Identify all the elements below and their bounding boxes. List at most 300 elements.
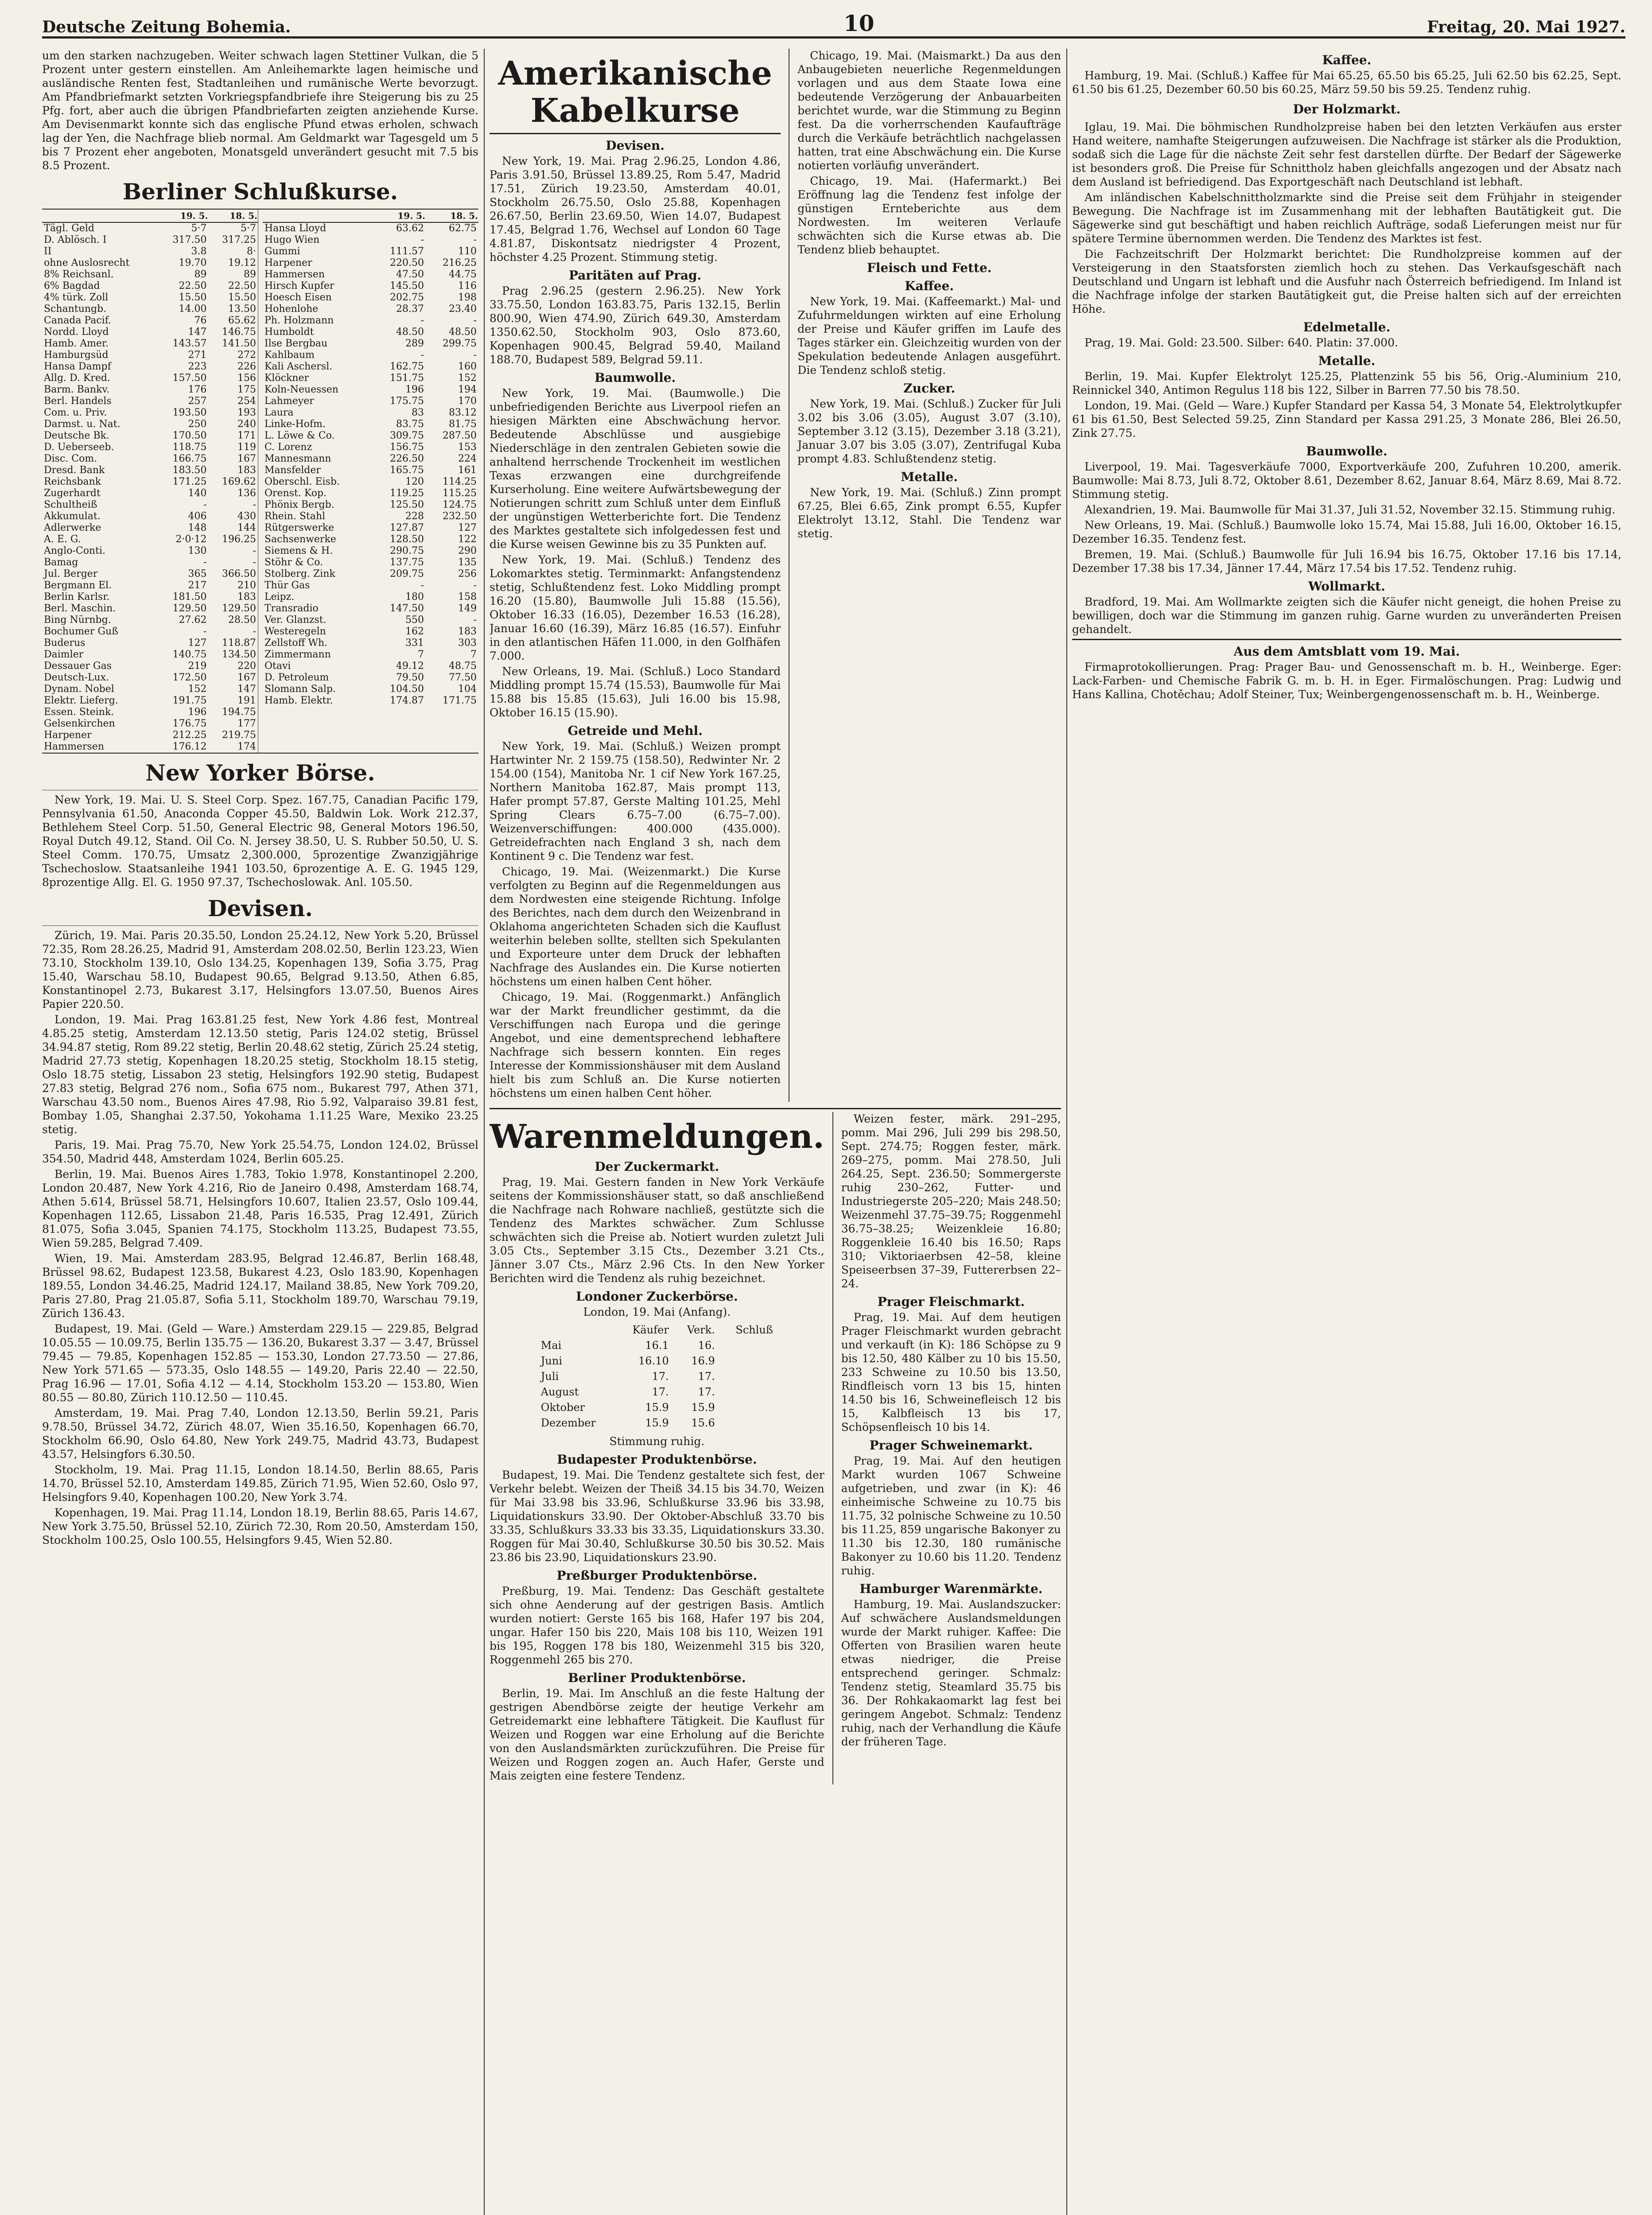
- month-label: Juni: [540, 1355, 563, 1367]
- kurs-row: [42, 465, 258, 476]
- security-name: Hammersen: [264, 269, 325, 280]
- security-name: Bing Nürnbg.: [44, 614, 111, 626]
- kurs-row: [42, 661, 258, 672]
- month-label: Oktober: [540, 1401, 585, 1414]
- security-price: 196.25: [222, 534, 256, 545]
- security-price: 83.12: [449, 407, 477, 418]
- getreide-subtitle: Getreide und Mehl.: [568, 723, 703, 738]
- security-price: 136: [237, 488, 256, 499]
- kaffee-subtitle: Kaffee.: [905, 279, 954, 293]
- security-price: 194: [458, 384, 477, 395]
- security-name: Dessauer Gas: [44, 661, 112, 672]
- security-price: 169.62: [222, 476, 256, 487]
- london-zucker-note: Stimmung ruhig.: [609, 1435, 705, 1448]
- col-header: 18. 5.: [209, 210, 258, 222]
- security-price: 147: [188, 326, 207, 338]
- security-price: 240: [237, 419, 256, 430]
- security-price: 226.50: [390, 453, 424, 464]
- security-name: Laura: [264, 407, 294, 418]
- kurs-row: [42, 707, 258, 718]
- security-name: Leipz.: [264, 591, 295, 602]
- security-price: 303: [458, 637, 477, 649]
- london-zucker-row: [536, 1400, 777, 1415]
- kurs-row: [42, 499, 258, 511]
- kurs-row: [42, 396, 258, 407]
- security-name: Bochumer Guß: [44, 626, 118, 637]
- kurs-row: [263, 419, 478, 430]
- security-price: 7: [470, 649, 477, 660]
- kurs-row: [42, 684, 258, 695]
- london-zucker-date: London, 19. Mai (Anfang).: [583, 1306, 731, 1318]
- devisen-entry: Paris, 19. Mai. Prag 75.70, New York 25.54.75, London 124.02, Brüssel 354.50, Madrid 448, Amsterdam 1024, Berlin 605.25.: [42, 1139, 478, 1165]
- security-price: 129.50: [222, 603, 256, 614]
- security-name: Ilse Bergbau: [264, 338, 328, 349]
- price-cell: 17.: [652, 1370, 669, 1383]
- kurs-row: [42, 741, 258, 753]
- price-cell: 16.10: [638, 1355, 669, 1367]
- kurs-row: [42, 511, 258, 522]
- security-price: 177: [237, 718, 256, 729]
- security-price: 81.75: [449, 419, 477, 430]
- security-price: 317.50: [172, 234, 207, 245]
- page-number: 10: [843, 10, 875, 36]
- security-price: 5·7: [191, 223, 207, 234]
- month-label: Dezember: [540, 1417, 596, 1429]
- kurs-row: [42, 626, 258, 637]
- kurs-row: [42, 649, 258, 661]
- security-price: 183.50: [172, 465, 207, 476]
- security-price: -: [473, 315, 477, 326]
- chicago-hafer-text: Chicago, 19. Mai. (Hafermarkt.) Bei Eröffnung lag die Tendenz fest infolge der günstigen Ernteberichte aus dem Nordwesten. Im weiteren Verlaufe schwächten sich die Kurse etwas ab. Die Tendenz blieb behauptet.: [797, 175, 1061, 256]
- security-name: Hamb. Amer.: [44, 338, 109, 349]
- security-price: 62.75: [449, 223, 477, 234]
- metalle-subtitle: Metalle.: [901, 470, 958, 484]
- security-name: 4% türk. Zoll: [44, 292, 109, 303]
- security-name: Phönix Bergb.: [264, 499, 334, 510]
- new-orleans-text: New Orleans, 19. Mai. (Schluß.) Baumwolle loko 15.74, Mai 15.88, Juli 16.00, Oktober 16.15, Dezember 16.35. Tendenz fest.: [1072, 519, 1621, 545]
- security-price: 19.70: [179, 257, 207, 268]
- security-name: Hugo Wien: [264, 234, 320, 245]
- kurs-row: [42, 361, 258, 373]
- london-zucker-row: [536, 1338, 777, 1353]
- security-price: 28.50: [228, 614, 256, 626]
- kurs-row: [263, 499, 478, 511]
- col-header: 18. 5.: [426, 210, 478, 222]
- security-price: 176: [188, 384, 207, 395]
- kurs-row: [263, 269, 478, 280]
- berlin-schlusskurse-title: Berliner Schlußkurse.: [122, 179, 398, 205]
- kurs-row: [263, 303, 478, 315]
- kurs-row: [42, 257, 258, 269]
- security-name: Elektr. Lieferg.: [44, 695, 118, 706]
- security-price: 147: [237, 684, 256, 695]
- security-price: 147.50: [390, 603, 424, 614]
- security-price: 162.75: [390, 361, 424, 372]
- price-cell: 17.: [698, 1370, 715, 1383]
- zucker-text: New York, 19. Mai. (Schluß.) Zucker für Juli 3.02 bis 3.06 (3.05), August 3.07 (3.10), September 3.12 (3.15), Dezember 3.18 (3.21), Januar 3.07 bis 3.05 (3.07), Zentrifugal Kuba prompt 4.83. Schlußtendenz stetig.: [797, 397, 1061, 465]
- getreide-text-3: Chicago, 19. Mai. (Roggenmarkt.) Anfänglich war der Markt freundlicher gestimmt, da die Verschiffungen nach Europa und die geringe Angebot, und eine dementsprechend lebhaftere Nachfrage sich bessern konnten. Ein reges Interesse der Kommissionshäuser mit dem Ausland hielt bis zum Schluß an. Die Kurse notierten höchstens um einen halben Cent höher.: [490, 991, 781, 1100]
- devisen-entry: Wien, 19. Mai. Amsterdam 283.95, Belgrad 12.46.87, Berlin 168.48, Brüssel 98.62, Budapest 123.58, Bukarest 4.23, Oslo 183.90, Kopenhagen 189.55, London 34.46.25, Madrid 124.17, Mailand 38.85, New York 709.20, Paris 27.80, Prag 21.05.87, Sofia 5.11, Stockholm 189.70, Warschau 79.19, Zürich 136.43.: [42, 1252, 478, 1320]
- security-price: 196: [188, 707, 207, 718]
- security-name: Klöckner: [264, 373, 309, 384]
- security-price: 8·: [247, 246, 256, 257]
- kurs-row: [263, 672, 478, 684]
- security-name: Reichsbank: [44, 476, 101, 487]
- metalle-text-2: London, 19. Mai. (Geld — Ware.) Kupfer Standard per Kassa 54, 3 Monate 54, Elektrolytkupfer 61 bis 61.50, Best Selected 59.25, Zinn Standard per Kassa 291.25, 3 Monate 286, Blei 26.50, Zink 27.75.: [1072, 399, 1621, 439]
- column-1: [42, 49, 478, 2215]
- kurs-row: [263, 442, 478, 453]
- security-price: 309.75: [390, 430, 424, 441]
- devisen-entry: London, 19. Mai. Prag 163.81.25 fest, New York 4.86 fest, Montreal 4.85.25 stetig, Amsterdam 12.13.50 stetig, Paris 124.02 stetig, Brüssel 34.94.87 stetig, Rom 89.22 stetig, Berlin 20.48.62 stetig, Zürich 25.24 stetig, Madrid 27.73 stetig, Kopenhagen 18.20.25 stetig, Stockholm 18.15 stetig, Oslo 18.75 stetig, Lissabon 23 stetig, Helsingfors 192.90 stetig, Budapest 27.83 stetig, Belgrad 276 nom., Sofia 675 nom., Bukarest 797, Athen 371, Warschau 43.50 nom., Buenos Aires 47.98, Rio 5.92, Valparaiso 39.81 fest, Bombay 1.05, Shanghai 2.37.50, Yokohama 1.11.25 Ware, Mexiko 23.25 stetig.: [42, 1013, 478, 1136]
- security-name: Zellstoff Wh.: [264, 637, 328, 649]
- security-name: Mansfelder: [264, 465, 321, 476]
- security-price: 331: [405, 637, 424, 649]
- security-price: 228: [405, 511, 424, 522]
- security-price: 145.50: [390, 280, 424, 291]
- month-label: Juli: [540, 1370, 559, 1383]
- security-price: 89: [194, 269, 207, 280]
- kurs-row: [263, 476, 478, 488]
- security-name: Schantungb.: [44, 303, 107, 315]
- security-price: 193.50: [172, 407, 207, 418]
- col2-top-split: [490, 49, 1061, 1102]
- security-name: Ph. Holzmann: [264, 315, 334, 326]
- security-name: Zugerhardt: [44, 488, 101, 499]
- header-date: Freitag, 20. Mai 1927.: [1427, 18, 1625, 36]
- security-price: 130: [188, 545, 207, 556]
- security-price: 48.50: [449, 326, 477, 338]
- price-cell: [719, 1400, 777, 1415]
- security-price: 174: [237, 741, 256, 752]
- security-price: 149: [458, 603, 477, 614]
- kurs-row: [42, 303, 258, 315]
- security-price: 170.50: [172, 430, 207, 441]
- security-name: Deutsch-Lux.: [44, 672, 109, 683]
- security-name: Berl. Handels: [44, 396, 112, 407]
- security-name: 8% Reichsanl.: [44, 269, 114, 280]
- security-price: 219.75: [222, 730, 256, 741]
- kurs-row: [42, 476, 258, 488]
- price-cell: [719, 1384, 777, 1400]
- security-price: 289: [405, 338, 424, 349]
- security-price: 209.75: [390, 568, 424, 579]
- security-price: 254: [237, 396, 256, 407]
- devisen-entry: Stockholm, 19. Mai. Prag 11.15, London 18.14.50, Berlin 88.65, Paris 14.70, Brüssel 52.10, Amsterdam 149.85, Zürich 71.95, Wien 52.60, Oslo 97, Helsingfors 9.40, Kopenhagen 100.20, New York 3.74.: [42, 1463, 478, 1504]
- security-name: Kahlbaum: [264, 350, 315, 361]
- security-price: 176.75: [172, 718, 207, 729]
- kurs-row: [263, 591, 478, 603]
- security-price: 110: [458, 246, 477, 257]
- security-name: Bergmann El.: [44, 580, 112, 591]
- security-price: 152: [188, 684, 207, 695]
- security-price: 137.75: [390, 557, 424, 568]
- amtsblatt-text: Firmaprotokollierungen. Prag: Prager Bau- und Genossenschaft m. b. H., Weinberge. Eger: Lack-Farben- und Chemische Fabrik G. m. b. H. in Eger. Firmalöschungen. Prag: Ludwig und Hans Kallina, Chotěchau; Adolf Steiner, Tux; Weinbergengenossenschaft m. b. H., Weinberge.: [1072, 661, 1621, 701]
- security-name: Oberschl. Eisb.: [264, 476, 340, 487]
- kurs-row: [42, 545, 258, 557]
- kurs-row: [263, 661, 478, 672]
- security-price: 171.25: [172, 476, 207, 487]
- security-price: -: [203, 557, 207, 568]
- kurs-row: [263, 246, 478, 257]
- security-price: 118.75: [172, 442, 207, 453]
- security-price: 114.25: [443, 476, 477, 487]
- holzmarkt-text: Iglau, 19. Mai. Die böhmischen Rundholzpreise haben bei den letzten Verkäufen aus erster Hand weitere, namhafte Steigerungen aufzuweisen. Die Nachfrage ist stärker als die Produktion, sodaß sich die Lage für die nächste Zeit sehr fest darstellen dürfte. Der Bedarf der Sägewerke ist besonders groß. Die Preise für Schnittholz haben gleichfalls angezogen und der Absatz nach dem Ausland ist befriedigend. Das Exportgeschäft nach Deutschland ist lebhaft.: [1072, 120, 1621, 188]
- column-2: [490, 49, 1061, 2215]
- kurs-row: [42, 695, 258, 707]
- security-price: 220.50: [390, 257, 424, 268]
- amer-devisen-text: New York, 19. Mai. Prag 2.96.25, London 4.86, Paris 3.91.50, Brüssel 13.89.25, Rom 5.47, Madrid 17.51, Zürich 19.23.50, Amsterdam 40.01, Stockholm 26.75.50, Oslo 25.88, Kopenhagen 26.67.50, Berlin 23.69.50, Wien 14.07, Budapest 17.45, Belgrad 1.76, Wechsel auf London 60 Tage 4.81.87, Diskontsatz niedrigster 4 Prozent, höchster 4.25 Prozent. Stimmung stetig.: [490, 155, 781, 264]
- security-price: 140: [188, 488, 207, 499]
- col-header: Käufer: [632, 1324, 669, 1336]
- security-price: 256: [458, 568, 477, 579]
- security-price: 165.75: [390, 465, 424, 476]
- bremen-text: Bremen, 19. Mai. (Schluß.) Baumwolle für Juli 16.94 bis 16.75, Oktober 17.16 bis 17.14, Dezember 17.38 bis 17.34, Jänner 17.44, März 17.54 bis 17.52. Tendenz ruhig.: [1072, 548, 1621, 575]
- kurs-row: [42, 730, 258, 741]
- kurs-row: [42, 442, 258, 453]
- kurs-row: [42, 453, 258, 465]
- security-price: 287.50: [443, 430, 477, 441]
- security-name: Ver. Glanzst.: [264, 614, 327, 626]
- security-price: 216.25: [443, 257, 477, 268]
- kurs-row: [42, 350, 258, 361]
- kurs-row: [263, 292, 478, 303]
- kurs-row: [263, 488, 478, 499]
- security-name: Bamag: [44, 557, 78, 568]
- security-price: 13.50: [228, 303, 256, 315]
- kurs-row: [42, 534, 258, 545]
- kurs-row: [42, 430, 258, 442]
- security-name: D. Ueberseeb.: [44, 442, 114, 453]
- security-name: Anglo-Conti.: [44, 545, 105, 556]
- security-price: 19.12: [228, 257, 256, 268]
- metalle-text: New York, 19. Mai. (Schluß.) Zinn prompt 67.25, Blei 6.65, Zink prompt 6.55, Kupfer Elektrolyt 13.12, Stahl. Die Tendenz war stetig.: [797, 486, 1061, 540]
- security-price: 166.75: [172, 453, 207, 464]
- security-price: 223: [188, 361, 207, 372]
- security-price: 183: [237, 465, 256, 476]
- security-name: D. Ablösch. I: [44, 234, 107, 245]
- security-price: 175.75: [390, 396, 424, 407]
- price-cell: 17.: [698, 1386, 715, 1398]
- kurs-row: [42, 407, 258, 419]
- wollmarkt-text: Bradford, 19. Mai. Am Wollmarkte zeigten sich die Käufer nicht geneigt, die hohen Preise zu bewilligen, doch war die Stimmung im ganzen ruhig. Garne wurden zu unveränderten Preisen gehandelt.: [1072, 595, 1621, 636]
- security-name: ohne Auslosrecht: [44, 257, 130, 268]
- security-price: 152: [458, 373, 477, 384]
- security-price: 79.50: [396, 672, 424, 683]
- security-price: 127: [188, 637, 207, 649]
- security-price: 176.12: [172, 741, 207, 752]
- security-price: 224: [458, 453, 477, 464]
- col2-bottom-split: [490, 1112, 1061, 1784]
- security-name: Rhein. Stahl: [264, 511, 326, 522]
- security-price: -: [420, 580, 424, 591]
- hamburger-warenmaerkte-subtitle: Hamburger Warenmärkte.: [859, 1582, 1043, 1596]
- security-name: Hansa Dampf: [44, 361, 111, 372]
- security-name: Hoesch Eisen: [264, 292, 332, 303]
- zuckermarkt-text: Prag, 19. Mai. Gestern fanden in New York Verkäufe seitens der Kommissionshäuser statt, so daß anschließend die Nachfrage nach Rohware nachließ, gestützte sich die Tendenz des Marktes schwächer. Zum Schlusse schwächten sich die Preise ab. Notiert wurden zuletzt Juli 3.05 Cts., September 3.15 Cts., Dezember 3.21 Cts., Jänner 3.07 Cts., März 2.96 Cts. In den New Yorker Berichten wird die Tendenz als ruhig bezeichnet.: [490, 1176, 824, 1285]
- london-zucker-row: [536, 1353, 777, 1369]
- security-price: 160: [458, 361, 477, 372]
- security-price: 257: [188, 396, 207, 407]
- kurs-row: [263, 545, 478, 557]
- security-price: 28.37: [396, 303, 424, 315]
- security-name: Orenst. Kop.: [264, 488, 327, 499]
- security-price: -: [203, 499, 207, 510]
- security-name: Com. u. Priv.: [44, 407, 107, 418]
- security-price: 157.50: [172, 373, 207, 384]
- fleisch-fette-subtitle: Fleisch und Fette.: [867, 260, 992, 275]
- security-name: Harpener: [264, 257, 312, 268]
- col-header: Verk.: [687, 1324, 715, 1336]
- security-name: Siemens & H.: [264, 545, 333, 556]
- baumwolle-text-3: New Orleans, 19. Mai. (Schluß.) Loco Standard Middling prompt 15.74 (15.53), Baumwolle für Mai 15.88 bis 15.85 (15.63), Juli 16.00 bis 15.98, Oktober 16.15 (15.90).: [490, 665, 781, 719]
- col-header: 19. 5.: [159, 210, 208, 222]
- budapest-text: Budapest, 19. Mai. Die Tendenz gestaltete sich fest, der Verkehr belebt. Weizen der Theiß 34.15 bis 34.70, Weizen für Mai 33.98 bis 33.96, Schlußkurse 33.96 bis 33.98, Liquidationskurs 33.90. Der Oktober-Abschluß 33.70 bis 33.35, Schlußkurs 33.33 bis 33.35, Liquidationskurs 33.30. Roggen für Mai 30.40, Schlußkurse 30.50 bis 30.52. Mais 23.86 bis 23.90, Liquidationskurs 23.90.: [490, 1469, 824, 1564]
- berlin-kurse-left: [42, 210, 258, 753]
- berlin-kurse-table: [42, 209, 478, 754]
- security-price: 27.62: [179, 614, 207, 626]
- security-price: 141.50: [222, 338, 256, 349]
- getreide-text: New York, 19. Mai. (Schluß.) Weizen prompt Hartwinter Nr. 2 159.75 (158.50), Redwinter Nr. 2 154.00 (154), Manitoba Nr. 1 cif New York 167.25, Northern Manitoba 162.87, Mais prompt 113, Hafer prompt 57.87, Gerste Malting 101.25, Mehl Spring Clears 6.75–7.00 (6.75–7.00). Weizenverschiffungen: 400.000 (435.000). Getreidefrachten nach England 3 sh, nach dem Kontinent 9 c. Die Tendenz war fest.: [490, 740, 781, 863]
- security-price: 47.50: [396, 269, 424, 280]
- price-cell: 16.1: [645, 1339, 669, 1352]
- security-name: Deutsche Bk.: [44, 430, 109, 441]
- security-price: 135: [458, 557, 477, 568]
- security-price: 171.75: [443, 695, 477, 706]
- kurs-row: [42, 292, 258, 303]
- london-zucker-subtitle: Londoner Zuckerbörse.: [575, 1289, 738, 1304]
- devisen-entry: Berlin, 19. Mai. Buenos Aires 1.783, Tokio 1.978, Konstantinopel 2.200, London 20.487, New York 4.216, Rio de Janeiro 0.498, Amsterdam 168.74, Athen 5.614, Brüssel 58.71, Helsingfors 10.607, Italien 23.57, Oslo 109.44, Kopenhagen 112.65, Lissabon 21.48, Paris 16.535, Prag 12.491, Zürich 81.075, Sofia 3.045, Spanien 74.175, Stockholm 113.25, Budapest 73.55, Wien 59.285, Belgrad 7.409.: [42, 1168, 478, 1249]
- security-price: 219: [188, 661, 207, 672]
- security-price: 365: [188, 568, 207, 579]
- zucker-subtitle: Zucker.: [903, 381, 956, 396]
- security-price: 5·7: [241, 223, 256, 234]
- security-name: C. Lorenz: [264, 442, 312, 453]
- security-price: 232.50: [443, 511, 477, 522]
- london-zucker-table: [536, 1322, 777, 1431]
- security-price: 14.00: [179, 303, 207, 315]
- warenmeldungen-title: Warenmeldungen.: [490, 1118, 824, 1156]
- kurs-row: [263, 407, 478, 419]
- devisen-entry: Kopenhagen, 19. Mai. Prag 11.14, London 18.19, Berlin 88.65, Paris 14.67, New York 3.75.50, Brüssel 52.10, Zürich 72.30, Rom 20.50, Amsterdam 150, Stockholm 100.25, Oslo 100.55, Helsingfors 9.45, Wien 52.80.: [42, 1506, 478, 1547]
- amtsblatt-subtitle: Aus dem Amtsblatt vom 19. Mai.: [1233, 644, 1460, 659]
- header-left: Deutsche Zeitung Bohemia.: [42, 18, 291, 36]
- col2-bottom-right: [841, 1112, 1061, 1784]
- price-cell: [719, 1353, 777, 1369]
- security-name: Hamb. Elektr.: [264, 695, 333, 706]
- kurs-row: [263, 557, 478, 568]
- security-price: 153: [458, 442, 477, 453]
- security-price: 272: [237, 350, 256, 361]
- month-label: August: [540, 1386, 579, 1398]
- security-price: 128.50: [390, 534, 424, 545]
- security-name: Berl. Maschin.: [44, 603, 116, 614]
- security-price: 15.50: [179, 292, 207, 303]
- kurs-row: [42, 315, 258, 326]
- column-3: [1072, 49, 1621, 2215]
- security-price: 127: [458, 522, 477, 533]
- kurs-row: [263, 522, 478, 534]
- kurs-row: [263, 257, 478, 269]
- security-name: Darmst. u. Nat.: [44, 419, 120, 430]
- security-price: 191.75: [172, 695, 207, 706]
- berliner-produkten-subtitle: Berliner Produktenbörse.: [568, 1671, 746, 1685]
- security-price: 183: [237, 591, 256, 602]
- price-cell: [719, 1338, 777, 1353]
- edelmetalle-subtitle: Edelmetalle.: [1303, 320, 1391, 334]
- security-name: 6% Bagdad: [44, 280, 100, 291]
- column-rule: [484, 49, 485, 2215]
- kurs-row: [263, 373, 478, 384]
- kurs-row: [263, 315, 478, 326]
- kurs-row: [263, 626, 478, 637]
- security-name: Disc. Com.: [44, 453, 97, 464]
- security-price: 174.87: [390, 695, 424, 706]
- berliner-produkten-text: Berlin, 19. Mai. Im Anschluß an die feste Haltung der gestrigen Abendbörse zeigte der heutige Verkehr am Getreidemarkt eine lebhaftere Tätigkeit. Die Kauflust für Weizen und Roggen war eine Erholung auf die Berichte von den Auslandsmärkten zurückzuführen. Die Preise für Weizen und Roggen zogen an. Auch Hafer, Gerste und Mais zeigten eine festere Tendenz.: [490, 1687, 824, 1782]
- security-name: Buderus: [44, 637, 86, 649]
- prager-schweinemarkt-text: Prag, 19. Mai. Auf den heutigen Markt wurden 1067 Schweine aufgetrieben, und zwar (in K): 46 einheimische Schweine zu 10.75 bis 11.75, 32 polnische Schweine zu 10.50 bis 11.25, 859 ungarische Bakonyer zu 11.30 bis 12.30, 180 rumänische Bakonyer zu 10.60 bis 11.20. Tendenz ruhig.: [841, 1454, 1061, 1577]
- security-name: A. E. G.: [44, 534, 81, 545]
- security-price: 7: [418, 649, 424, 660]
- security-price: 175: [237, 384, 256, 395]
- chicago-mais-text: Chicago, 19. Mai. (Maismarkt.) Da aus den Anbaugebieten neuerliche Regenmeldungen vorlagen und aus dem Staate Iowa eine bedeutende Verzögerung der Anbauarbeiten berichtet wurde, war die Stimmung zu Beginn fest. Da die vorherrschenden Kaufaufträge durch die Verkäufe beträchtlich nachgelassen hatten, trat eine Abschwächung ein. Die Kurse notierten vorläufig unverändert.: [797, 49, 1061, 172]
- security-price: 115.25: [443, 488, 477, 499]
- price-cell: [719, 1415, 777, 1431]
- kurs-row: [263, 649, 478, 661]
- security-price: 162: [405, 626, 424, 637]
- paritaeten-text: Prag 2.96.25 (gestern 2.96.25). New York 33.75.50, London 163.83.75, Paris 132.15, Berlin 800.90, Wien 474.90, Zürich 649.30, Amsterdam 1350.62.50, Stockholm 903, Oslo 873.60, Kopenhagen 900.45, Belgrad 59.40, Mailand 188.70, Budapest 589, Belgrad 59.11.: [490, 284, 781, 366]
- london-zucker-row: [536, 1415, 777, 1431]
- security-name: Dynam. Nobel: [44, 684, 114, 695]
- kurs-row: [42, 222, 258, 234]
- security-price: 143.57: [172, 338, 207, 349]
- kurs-row: [42, 614, 258, 626]
- security-price: 144: [237, 522, 256, 533]
- baumwolle-text-2: New York, 19. Mai. (Schluß.) Tendenz des Lokomarktes stetig. Terminmarkt: Anfangstendenz stetig, Schlußtendenz fest. Loko Middling prompt 16.20 (15.80), Baumwolle Juli 15.88 (15.56), Oktober 16.33 (16.05), Dezember 16.53 (16.28), Januar 16.60 (16.39), März 16.85 (16.57). Einfuhr in den atlantischen Häfen 11.000, in den Golfhäfen 7.000.: [490, 553, 781, 662]
- security-price: 202.75: [390, 292, 424, 303]
- intro-paragraph: um den starken nachzugeben. Weiter schwach lagen Stettiner Vulkan, die 5 Prozent unter gestern einstellen. Am Anleihemarkte lagen heimische und ausländische Renten fest, Stadtanleihen und rumänische Werte bevorzugt. Am Pfandbriefmarkt setzten Vorkriegspfandbriefe ihre Steigerung bis zu 25 Pfg. fort, aber auch die übrigen Pfandbriefarten zeigten anziehende Kurse. Am Devisenmarkt konnte sich das englische Pfund etwas erholen, schwach lag der Yen, die Nachfrage blieb normal. Am Geldmarkt war Tagesgeld um 5 bis 7 Prozent eher angeboten, Monatsgeld unverändert gesucht mit 7.5 bis 8.5 Prozent.: [42, 49, 478, 172]
- devisen-entry: Zürich, 19. Mai. Paris 20.35.50, London 25.24.12, New York 5.20, Brüssel 72.35, Rom 28.26.25, Madrid 91, Amsterdam 208.02.50, Berlin 123.23, Wien 73.10, Stockholm 139.10, Oslo 134.25, Kopenhagen 139, Sofia 3.75, Prag 15.40, Warschau 58.10, Budapest 90.65, Belgrad 9.13.50, Athen 6.85, Konstantinopel 2.73, Bukarest 3.17, Helsingfors 13.07.50, Buenos Aires Papier 220.50.: [42, 929, 478, 1010]
- weizen-fester-text: Weizen fester, märk. 291–295, pomm. Mai 296, Juli 299 bis 298.50, Sept. 274.75; Roggen fester, märk. 269–275, pomm. Mai 278.50, Juli 264.25, Sept. 236.50; Sommergerste ruhig 230–262, Futter- und Industriegerste 205–220; Mais 248.50; Weizenmehl 37.75–39.75; Roggenmehl 36.75–38.25; Weizenkleie 16.80; Roggenkleie 16.40 bis 16.50; Raps 310; Viktoriaerbsen 42–58, kleine Speiseerbsen 37–39, Futtererbsen 22–24.: [841, 1112, 1061, 1290]
- security-price: 250: [188, 419, 207, 430]
- security-price: 194.75: [222, 707, 256, 718]
- hamburger-warenmaerkte-text: Hamburg, 19. Mai. Auslandszucker: Auf schwächere Auslandsmeldungen wurde der Markt ruhiger. Kaffee: Die Offerten von Brasilien waren heute etwas niedriger, die Preise entsprechend geringer. Schmalz: Tendenz stetig, Steamlard 35.75 bis 36. Der Rohkakaomarkt lag fest bei geringem Angebot. Schmalz: Tendenz ruhig, nach der Verhandlung die Käufe der früheren Tage.: [841, 1598, 1061, 1748]
- security-name: Berlin Karlsr.: [44, 591, 110, 602]
- security-price: 198: [458, 292, 477, 303]
- security-name: D. Petroleum: [264, 672, 329, 683]
- security-price: 191: [237, 695, 256, 706]
- col-header: Schluß: [735, 1324, 773, 1336]
- security-price: 430: [237, 511, 256, 522]
- col2-bottom-left: [490, 1112, 824, 1784]
- security-name: Mannesmann: [264, 453, 331, 464]
- security-name: Tägl. Geld: [44, 223, 94, 234]
- zuckermarkt-subtitle: Der Zuckermarkt.: [595, 1159, 719, 1174]
- security-price: 22.50: [179, 280, 207, 291]
- kurs-row: [42, 373, 258, 384]
- kurs-row: [42, 672, 258, 684]
- kurs-row: [263, 637, 478, 649]
- wollmarkt-subtitle: Wollmarkt.: [1308, 579, 1385, 594]
- security-price: -: [473, 350, 477, 361]
- security-price: 124.75: [443, 499, 477, 510]
- price-cell: 15.9: [645, 1401, 669, 1414]
- security-price: 83: [412, 407, 424, 418]
- security-name: II: [44, 246, 52, 257]
- kurs-row: [263, 361, 478, 373]
- kurs-row: [263, 695, 478, 707]
- price-cell: 15.9: [691, 1401, 715, 1414]
- security-name: Lahmeyer: [264, 396, 314, 407]
